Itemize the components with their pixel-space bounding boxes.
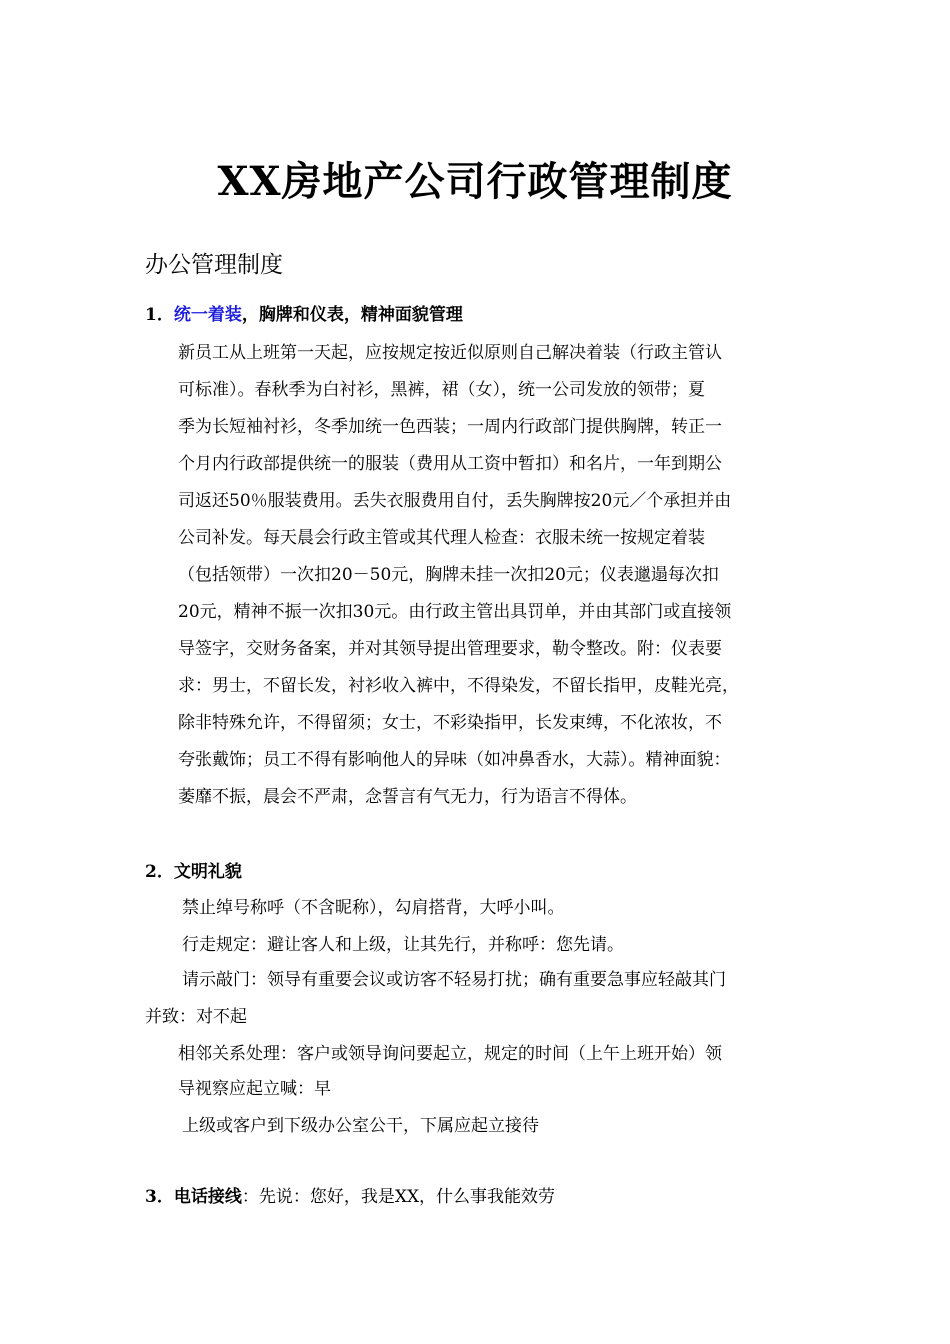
item-3-heading-text: 电话接线 (173, 1187, 242, 1207)
item-1-body-line: 可标准）。春秋季为白衬衫，黑裤，裙（女），统一公司发放的领带；夏 (178, 380, 705, 400)
item-2-heading (145, 859, 242, 885)
item-1-body-line: （包括领带）一次扣20－50元，胸牌未挂一次扣20元；仪表邋遢每次扣 (178, 565, 719, 585)
item-2-line: 相邻关系处理：客户或领导询问要起立，规定的时间（上午上班开始）领 (178, 1044, 722, 1064)
item-1-body-line: 求：男士，不留长发，衬衫收入裤中，不得染发，不留长指甲，皮鞋光亮， (178, 676, 739, 696)
item-1-body-line: 20元，精神不振一次扣30元。由行政主管出具罚单，并由其部门或直接领 (178, 602, 732, 622)
item-1-heading-rest: ，胸牌和仪表，精神面貌管理 (241, 305, 463, 325)
item-1-body-line: 除非特殊允许，不得留须；女士，不彩染指甲，长发束缚，不化浓妆，不 (178, 713, 722, 733)
item-1-number: 1． (145, 305, 174, 325)
section-heading: 办公管理制度 (145, 252, 283, 278)
item-2-line: 并致：对不起 (145, 1007, 247, 1027)
item-1-heading-highlight: 统一着装 (173, 305, 242, 325)
item-3-number: 3． (145, 1187, 174, 1207)
item-2-number: 2． (145, 862, 174, 882)
item-2-line: 禁止绰号称呼（不含昵称），勾肩搭背，大呼小叫。 (182, 898, 565, 918)
item-1-body-line: 导签字，交财务备案，并对其领导提出管理要求，勒令整改。附：仪表要 (178, 639, 722, 659)
item-1-body-line: 季为长短袖衬衫，冬季加统一色西装；一周内行政部门提供胸牌，转正一 (178, 417, 722, 437)
item-3-text: ：先说：您好，我是XX，什么事我能效劳 (241, 1187, 556, 1207)
item-1-heading (145, 302, 463, 328)
item-1-body-line: 公司补发。每天晨会行政主管或其代理人检查：衣服未统一按规定着装 (178, 528, 705, 548)
item-1-body-line: 夸张戴饰；员工不得有影响他人的异味（如冲鼻香水，大蒜）。精神面貌： (178, 750, 731, 770)
item-3-heading (145, 1184, 555, 1210)
item-2-line: 导视察应起立喊：早 (178, 1079, 331, 1099)
item-2-line: 行走规定：避让客人和上级，让其先行，并称呼：您先请。 (182, 935, 624, 955)
item-1-body-line: 司返还50％服装费用。丢失衣服费用自付，丢失胸牌按20元／个承担并由 (178, 491, 732, 511)
item-1-body-line: 新员工从上班第一天起，应按规定按近似原则自己解决着装（行政主管认 (178, 343, 722, 363)
item-1-body-line: 萎靡不振，晨会不严肃，念誓言有气无力，行为语言不得体。 (178, 787, 637, 807)
item-2-line: 上级或客户到下级办公室公干，下属应起立接待 (182, 1116, 539, 1136)
item-2-heading-text: 文明礼貌 (173, 862, 242, 882)
item-1-body-line: 个月内行政部提供统一的服装（费用从工资中暂扣）和名片，一年到期公 (178, 454, 722, 474)
document-title: XX房地产公司行政管理制度 (217, 158, 733, 205)
item-2-line: 请示敲门：领导有重要会议或访客不轻易打扰；确有重要急事应轻敲其门 (182, 970, 726, 990)
